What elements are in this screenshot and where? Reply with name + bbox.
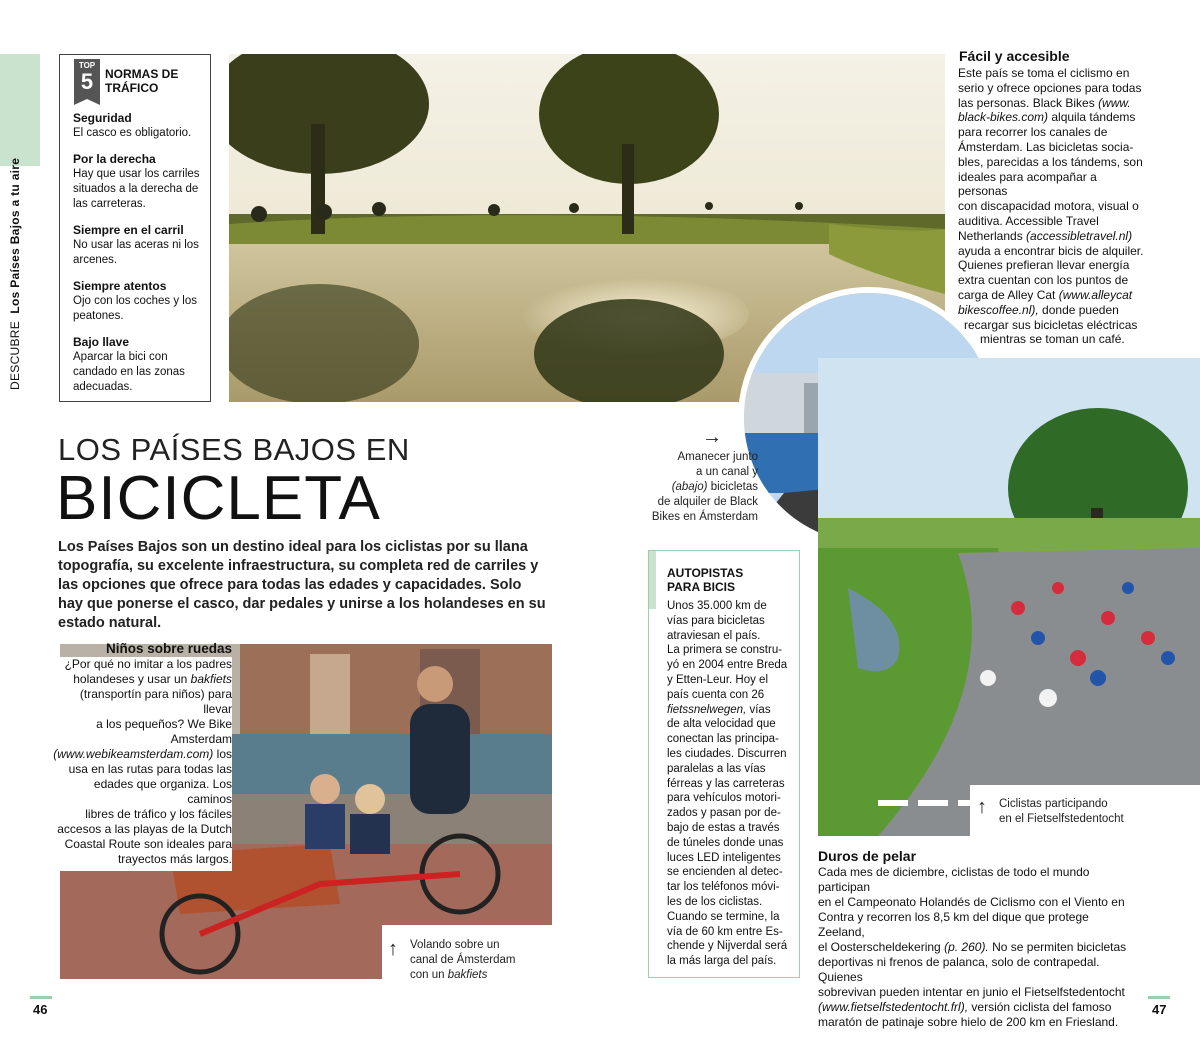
text-italic: bakfiets: [190, 672, 232, 686]
text-line: conectan las principa-: [667, 733, 779, 746]
text-line: (transportín para niños) para llevar: [79, 687, 232, 716]
text-line: atraviesan el país.: [667, 629, 761, 642]
rule-item: [73, 279, 209, 324]
text-line: chende y Nijverdal será: [667, 940, 788, 953]
duros-heading: Duros de pelar: [818, 848, 917, 864]
text-line: vía de 60 km entre Es-: [667, 925, 783, 938]
text-line: alquila tándems: [1048, 110, 1136, 125]
text-line: luces LED inteligentes: [667, 851, 781, 864]
caption-line: bicicletas: [707, 481, 758, 493]
caption-line: con un: [410, 969, 448, 981]
badge-number: 5: [80, 69, 94, 94]
rule-item: [73, 152, 209, 212]
page-number-left: 46: [33, 1002, 48, 1017]
kids-heading: Niños sobre ruedas: [105, 641, 232, 656]
caption-italic: bakfiets: [447, 969, 488, 981]
text-line: las personas. Black Bikes: [958, 95, 1099, 110]
facil-body: [958, 66, 1148, 347]
article-title: BICICLETA: [56, 464, 381, 533]
arrow-right-icon: →: [702, 426, 722, 448]
rule-heading: Bajo llave: [73, 335, 130, 349]
canal-caption: [630, 450, 758, 525]
text-line: Coastal Route son ideales para: [64, 837, 232, 851]
top5-box: [59, 54, 211, 402]
text-line: tar los teléfonos móvi-: [667, 881, 780, 894]
text-line: el Oosterscheldekering: [818, 940, 945, 954]
rule-heading: Por la derecha: [73, 152, 156, 166]
text-line: con discapacidad motora, visual o: [958, 199, 1139, 214]
text-line: Cuando se termine, la: [667, 910, 780, 923]
rule-item: [73, 111, 209, 141]
text-line: La primera se constru-: [667, 644, 783, 657]
text-line: y Etten-Leur. Hoy el: [667, 673, 768, 686]
text-line: sobrevivan pueden intentar en junio el Fietselfstedentocht: [818, 985, 1125, 999]
text-line: donde pueden: [1038, 302, 1119, 317]
caption-line: en el Fietselfstedentocht: [999, 813, 1124, 825]
kids-body: [48, 657, 232, 871]
text-line: paralelas a las vías: [667, 762, 766, 775]
top5-title: NORMAS DE TRÁFICO: [105, 67, 179, 95]
text-line: holandeses y usar un: [73, 672, 191, 686]
caption-line: a un canal y: [695, 466, 758, 478]
text-line: extra cuentan con los puntos de: [958, 273, 1129, 288]
text-line: serio y ofrece opciones para todas: [958, 80, 1142, 95]
text-line: maratón de patinaje sobre hielo de 200 km en Friesland.: [818, 1015, 1119, 1029]
text-italic: black-bikes.com): [958, 110, 1049, 125]
text-line: en el Campeonato Holandés de Ciclismo con el Viento en: [818, 895, 1125, 909]
text-line: deportivas ni frenos de palanca, solo de contrapedal. Quienes: [818, 955, 1100, 984]
text-italic: (accessibletravel.nl): [1026, 228, 1133, 243]
bakfiets-caption: [410, 938, 550, 983]
heading-line: AUTOPISTAS: [667, 566, 744, 580]
text-italic: (www.fietselfstedentocht.frl),: [818, 1000, 969, 1014]
rule-item: [73, 335, 209, 395]
caption-line: canal de Ámsterdam: [410, 954, 516, 966]
box-accent-stripe: [649, 551, 656, 609]
race-caption: [999, 797, 1195, 827]
text-line: ayuda a encontrar bicis de alquiler.: [958, 243, 1144, 258]
rule-heading: Seguridad: [73, 111, 132, 125]
text-line: a los pequeños? We Bike Amsterdam: [96, 717, 232, 746]
text-italic: (www.: [1098, 95, 1131, 110]
text-line: ¿Por qué no imitar a los padres: [64, 657, 232, 671]
cycling-race-photo: [818, 358, 1200, 836]
rule-item: [73, 223, 209, 268]
text-line: los: [213, 747, 232, 761]
text-italic: (p. 260).: [944, 940, 989, 954]
text-line: Quienes prefieran llevar energía: [958, 258, 1130, 273]
caption-line: Bikes en Ámsterdam: [651, 511, 758, 523]
text-line: carga de Alley Cat: [958, 287, 1059, 302]
text-line: No se permiten bicicletas: [988, 940, 1127, 954]
rule-body: No usar las aceras ni los arcenes.: [73, 239, 199, 266]
section-tab: [0, 54, 40, 166]
chapter-label: [6, 157, 30, 390]
text-line: yó en 2004 entre Breda: [667, 659, 788, 672]
page-number-bar: [30, 996, 52, 999]
autopistas-heading: [667, 566, 743, 594]
text-line: usa en las rutas para todas las: [68, 762, 232, 776]
text-line: accesos a las playas de la Dutch: [57, 822, 232, 836]
text-line: auditiva. Accessible Travel: [958, 213, 1099, 228]
top5-badge: [74, 59, 100, 99]
text-line: Unos 35.000 km de: [667, 600, 767, 612]
autopistas-box: [648, 550, 800, 978]
facil-heading: Fácil y accesible: [959, 48, 1070, 64]
text-line: mientras se toman un café.: [980, 332, 1125, 347]
text-line: Cada mes de diciembre, ciclistas de todo el mundo participan: [818, 865, 1090, 894]
text-line: zados y pasan por de-: [667, 807, 781, 820]
rule-body: El casco es obligatorio.: [73, 127, 192, 139]
text-italic: (www.webikeamsterdam.com): [53, 747, 214, 761]
rule-body: Ojo con los coches y los peatones.: [73, 295, 198, 322]
heading-line: PARA BICIS: [667, 580, 736, 594]
text-line: les ciudades. Discurren: [667, 747, 787, 760]
text-line: vías para bicicletas: [667, 614, 765, 627]
text-line: de alta velocidad que: [667, 718, 776, 731]
chapter-name: Los Países Bajos a tu aire: [8, 157, 22, 314]
caption-italic: (abajo): [671, 481, 708, 493]
text-line: edades que organiza. Los caminos: [93, 777, 232, 806]
text-line: les de los ciclistas.: [667, 895, 763, 908]
text-italic: bikescoffee.nl),: [958, 302, 1039, 317]
caption-line: Ciclistas participando: [999, 798, 1108, 810]
badge-top: TOP: [78, 61, 96, 70]
text-italic: fietssnelwegen,: [667, 703, 747, 716]
rule-body: Hay que usar los carriles situados a la derecha de las carreteras.: [73, 168, 200, 210]
page-number-bar: [1148, 996, 1170, 999]
text-line: ideales para acompañar a personas: [958, 169, 1097, 199]
text-line: país cuenta con 26: [667, 688, 765, 701]
rule-body: Aparcar la bici con candado en las zonas adecuadas.: [73, 351, 185, 393]
text-line: vías: [749, 703, 771, 716]
caption-line: Amanecer junto: [677, 451, 758, 463]
text-line: de túneles donde unas: [667, 836, 784, 849]
text-line: para vehículos motori-: [667, 792, 781, 805]
text-line: para recorrer los canales de: [958, 125, 1108, 140]
text-line: Este país se toma el ciclismo en: [958, 66, 1130, 80]
caption-line: Volando sobre un: [410, 939, 500, 951]
text-line: bles, parecidas a los tándems, son: [958, 154, 1143, 169]
text-line: versión ciclista del famoso: [968, 1000, 1112, 1014]
page-number-right: 47: [1152, 1002, 1167, 1017]
arrow-up-icon: ↑: [977, 796, 987, 818]
text-line: bajo de estas a través: [667, 821, 780, 834]
text-line: se encienden al detec-: [667, 866, 783, 879]
text-line: Contra y recorren los 8,5 km del dique que protege Zeeland,: [818, 910, 1089, 939]
article-kicker: LOS PAÍSES BAJOS EN: [58, 432, 410, 467]
text-italic: (www.alleycat: [1058, 287, 1133, 302]
text-line: férreas y las carreteras: [667, 777, 785, 790]
text-line: libres de tráfico y los fáciles: [85, 807, 232, 821]
arrow-up-icon: ↑: [388, 938, 398, 960]
rule-heading: Siempre en el carril: [73, 223, 184, 237]
caption-line: de alquiler de Black: [657, 496, 758, 508]
autopistas-body: [667, 599, 795, 969]
text-line: Netherlands: [958, 228, 1027, 243]
article-intro: Los Países Bajos son un destino ideal para los ciclistas por su llana topografía, su excelente infraestructura, su completa red de carriles y las opciones que ofrece para todas las edades y capacidades. Solo hay que ponerse el casco, dar pedales y unirse a los holandeses en su estado natural.: [58, 539, 546, 631]
text-line: Ámsterdam. Las bicicletas socia-: [958, 139, 1134, 154]
section-name: DESCUBRE: [8, 320, 22, 390]
text-line: recargar sus bicicletas eléctricas: [964, 317, 1138, 332]
duros-body: [818, 865, 1138, 1030]
text-line: la más larga del país.: [667, 955, 777, 968]
rule-heading: Siempre atentos: [73, 279, 167, 293]
text-line: trayectos más largos.: [117, 852, 232, 866]
